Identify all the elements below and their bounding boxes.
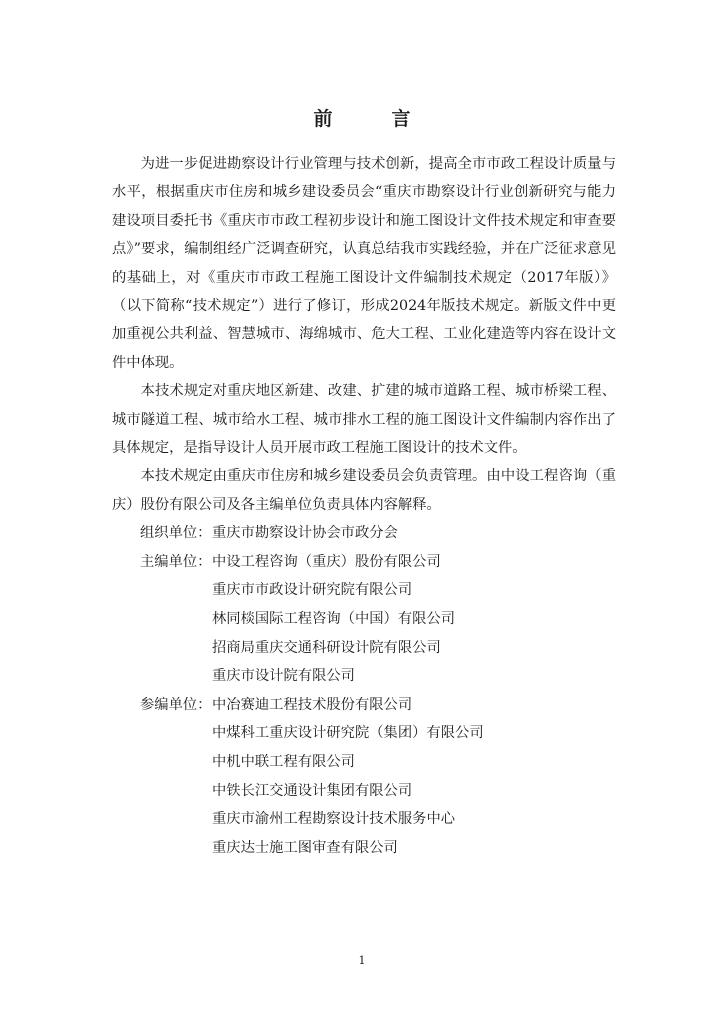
unit-row bbox=[112, 691, 616, 720]
unit-label bbox=[112, 777, 212, 806]
unit-row bbox=[112, 634, 616, 663]
paragraph-intro: 为进一步促进勘察设计行业管理与技术创新，提高全市市政工程设计质量与水平，根据重庆市住房和城乡建设委员会“重庆市勘察设计行业创新研究与能力建设项目委托书《重庆市市政工程初步设计和施工图设计文件技术规定和审查要点》”要求，编制组经广泛调查研究，认真总结我市实践经验，并在广泛征求意见的基础上，对《重庆市市政工程施工图设计文件编制技术规定（2017年版）》（以下简称“技术规定”）进行了修订，形成2024年版技术规定。新版文件中更加重视公共利益、智慧城市、海绵城市、危大工程、工业化建造等内容在设计文件中体现。 bbox=[112, 156, 616, 371]
unit-label: 组织单位： bbox=[140, 525, 212, 542]
unit-row bbox=[112, 777, 616, 806]
paragraph-management: 本技术规定由重庆市住房和城乡建设委员会负责管理。由中设工程咨询（重庆）股份有限公司及各主编单位负责具体内容解释。 bbox=[112, 468, 616, 513]
unit-name: 重庆市市政设计研究院有限公司 bbox=[212, 582, 413, 599]
unit-label bbox=[112, 634, 212, 663]
unit-name: 林同棪国际工程咨询（中国）有限公司 bbox=[212, 611, 456, 628]
unit-row bbox=[112, 576, 616, 605]
unit-label bbox=[112, 748, 212, 777]
unit-row bbox=[112, 719, 616, 748]
unit-label bbox=[112, 719, 212, 748]
unit-label bbox=[112, 834, 212, 863]
unit-row bbox=[112, 548, 616, 577]
unit-name: 重庆市设计院有限公司 bbox=[212, 668, 355, 685]
unit-name: 中铁长江交通设计集团有限公司 bbox=[212, 782, 413, 799]
unit-label bbox=[112, 805, 212, 834]
unit-label: 参编单位： bbox=[140, 696, 212, 713]
page-number: 1 bbox=[358, 954, 366, 967]
unit-name: 重庆市勘察设计协会市政分会 bbox=[212, 525, 398, 542]
unit-name: 中机中联工程有限公司 bbox=[212, 754, 355, 771]
page-title: 前 言 bbox=[313, 108, 431, 130]
unit-label bbox=[112, 576, 212, 605]
unit-label bbox=[112, 605, 212, 634]
unit-row bbox=[112, 834, 616, 863]
unit-row bbox=[112, 519, 616, 548]
unit-name: 中冶赛迪工程技术股份有限公司 bbox=[212, 696, 413, 713]
unit-row bbox=[112, 805, 616, 834]
unit-row bbox=[112, 662, 616, 691]
units-list bbox=[112, 519, 616, 862]
document-body bbox=[112, 150, 616, 862]
unit-row bbox=[112, 748, 616, 777]
unit-name: 重庆市渝州工程勘察设计技术服务中心 bbox=[212, 811, 456, 828]
unit-row bbox=[112, 605, 616, 634]
unit-name: 招商局重庆交通科研设计院有限公司 bbox=[212, 639, 441, 656]
unit-label bbox=[112, 662, 212, 691]
unit-name: 重庆达士施工图审查有限公司 bbox=[212, 839, 398, 856]
unit-name: 中设工程咨询（重庆）股份有限公司 bbox=[212, 553, 441, 570]
unit-label: 主编单位： bbox=[140, 553, 212, 570]
unit-name: 中煤科工重庆设计研究院（集团）有限公司 bbox=[212, 725, 484, 742]
paragraph-scope: 本技术规定对重庆地区新建、改建、扩建的城市道路工程、城市桥梁工程、城市隧道工程、城市给水工程、城市排水工程的施工图设计文件编制内容作出了具体规定，是指导设计人员开展市政工程施工图设计的技术文件。 bbox=[112, 383, 616, 457]
